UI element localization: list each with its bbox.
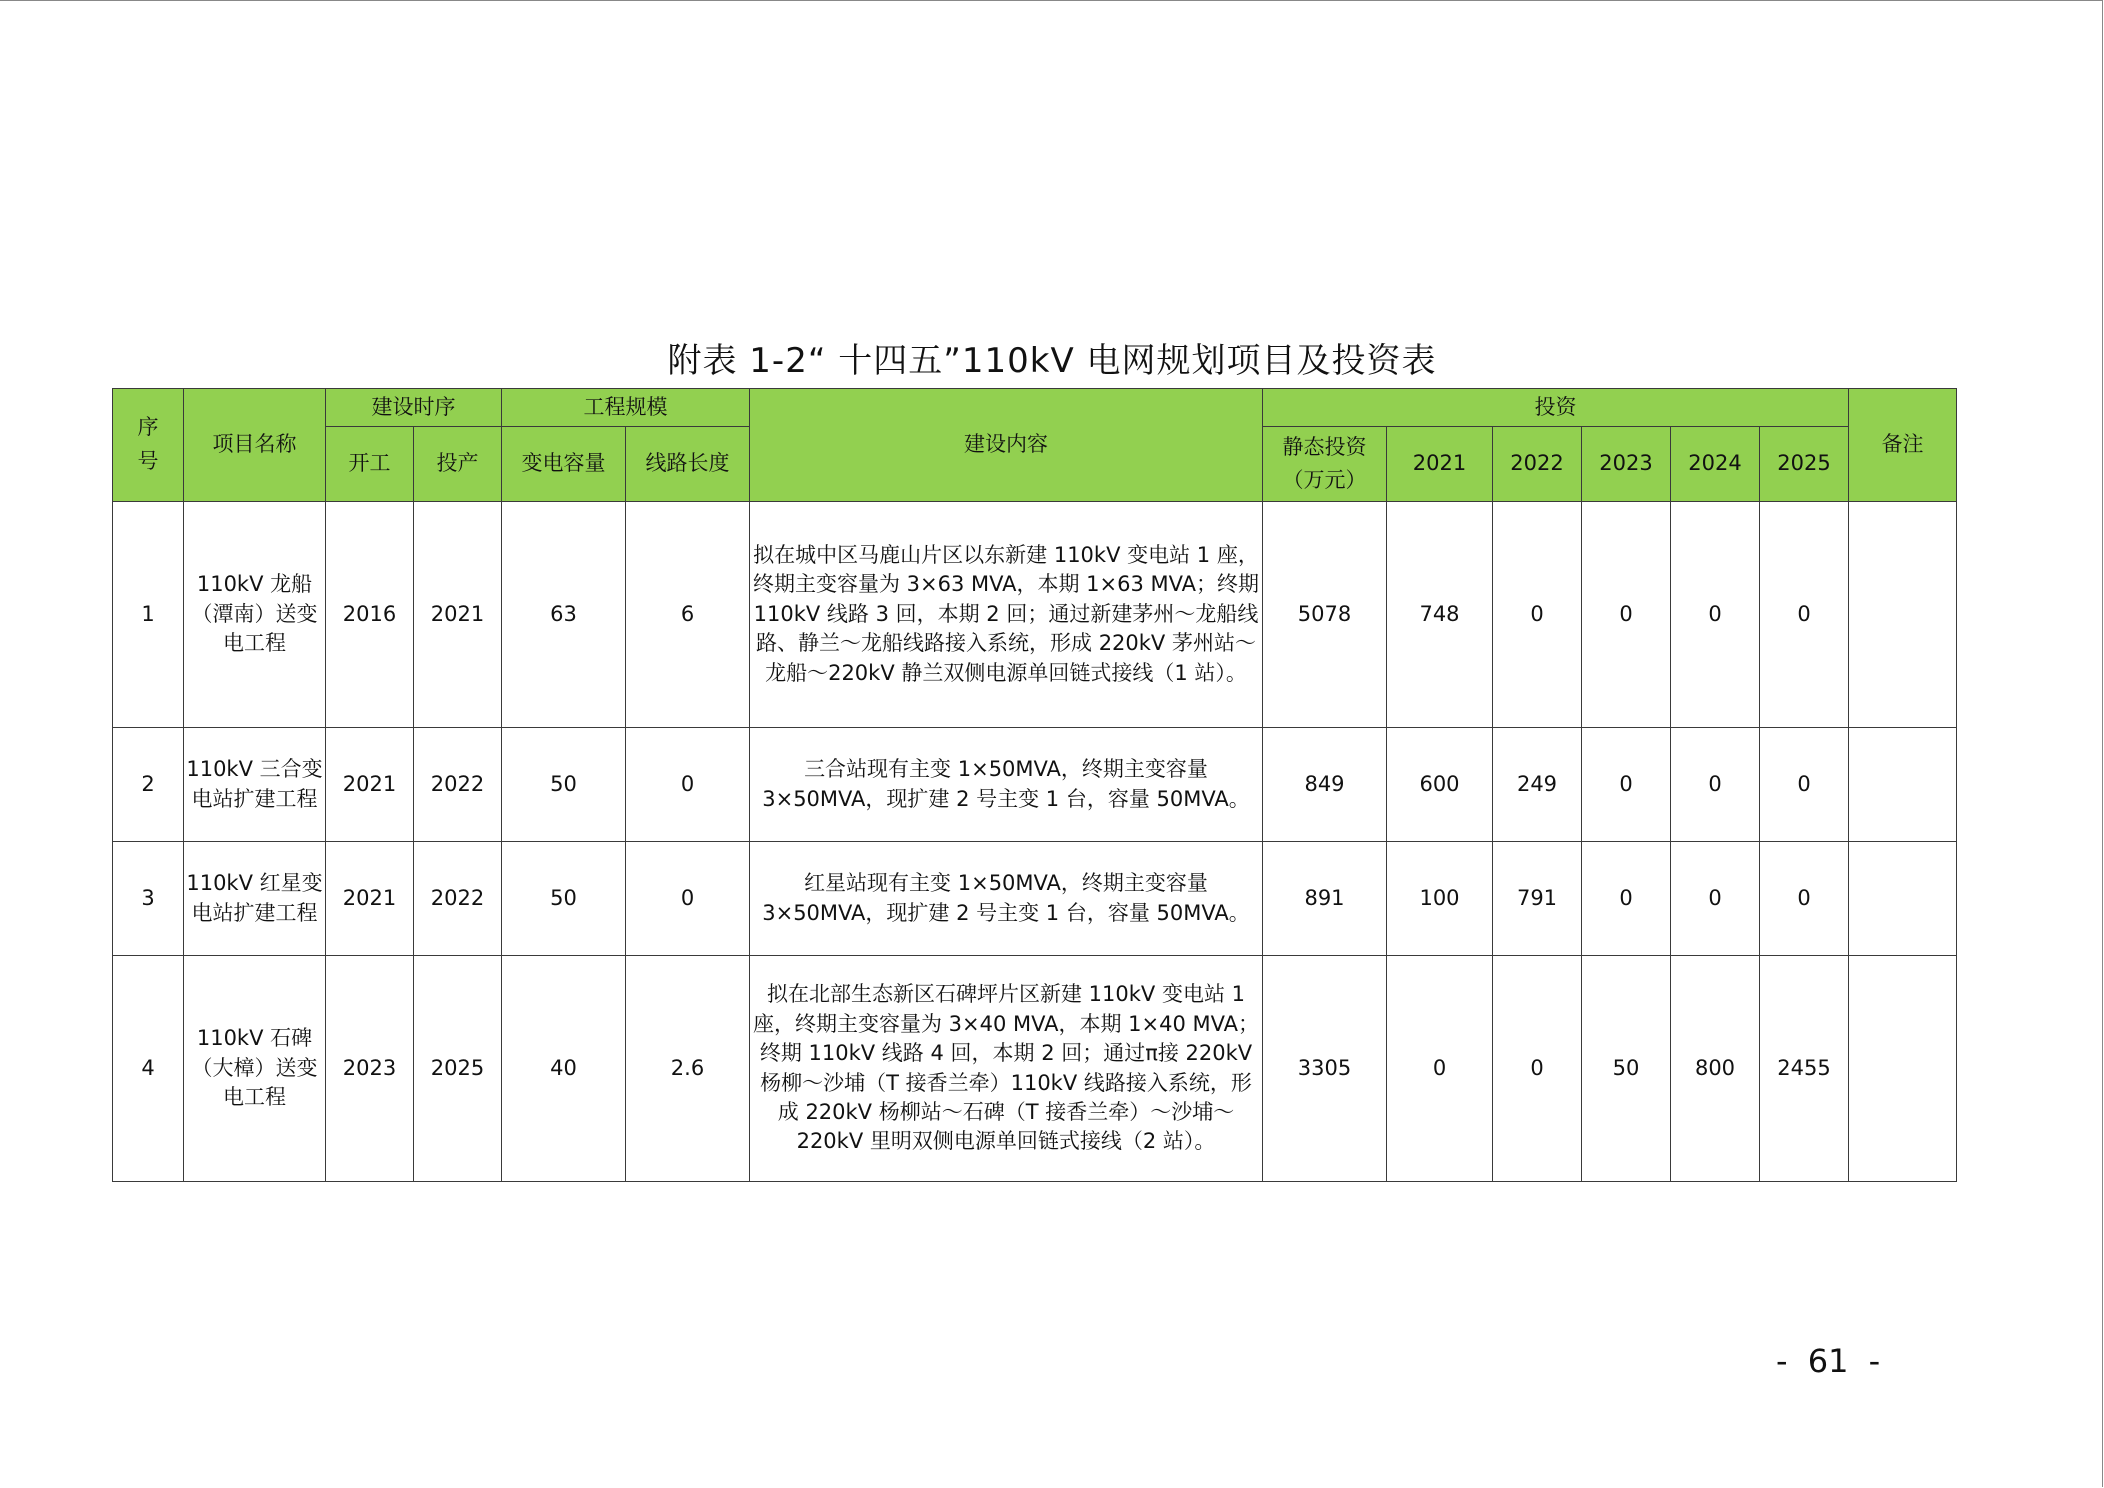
row-start: 2021 [326,728,414,842]
header-row-1 [113,389,1957,427]
row-2022: 249 [1493,728,1582,842]
header-2023: 2023 [1582,427,1671,502]
row-content: 拟在北部生态新区石碑坪片区新建 110kV 变电站 1 座，终期主变容量为 3×40 MVA，本期 1×40 MVA；终期 110kV 线路 4 回，本期 2 回；通过π接 220kV 杨柳～沙埔（T 接香兰牵）110kV 线路接入系统，形成 220kV 杨柳站～石碑（T 接香兰牵）～沙埔～220kV 里明双侧电源单回链式接线（2 站）。 [750,956,1263,1182]
row-2021: 600 [1387,728,1493,842]
header-content: 建设内容 [750,389,1263,502]
row-remark [1849,502,1957,728]
row-name: 110kV 红星变电站扩建工程 [184,842,326,956]
row-static: 849 [1263,728,1387,842]
row-2024: 0 [1671,842,1760,956]
row-2024: 0 [1671,502,1760,728]
row-2024: 0 [1671,728,1760,842]
table-row [113,842,1957,956]
header-capacity: 变电容量 [502,427,626,502]
row-2022: 791 [1493,842,1582,956]
table-body [113,502,1957,1182]
row-static: 5078 [1263,502,1387,728]
header-name: 项目名称 [184,389,326,502]
row-content: 红星站现有主变 1×50MVA，终期主变容量 3×50MVA，现扩建 2 号主变 1 台，容量 50MVA。 [750,842,1263,956]
row-seq: 1 [113,502,184,728]
row-seq: 4 [113,956,184,1182]
header-static [1263,427,1387,502]
row-line-length: 6 [626,502,750,728]
table-title: 附表 1-2“ 十四五”110kV 电网规划项目及投资表 [667,341,1437,381]
header-scale: 工程规模 [502,389,750,427]
header-2025: 2025 [1760,427,1849,502]
header-2022: 2022 [1493,427,1582,502]
page-number: - 61 - [1776,1342,1881,1380]
row-2023: 0 [1582,842,1671,956]
row-2021: 748 [1387,502,1493,728]
row-seq: 2 [113,728,184,842]
row-capacity: 50 [502,728,626,842]
row-operation: 2021 [414,502,502,728]
row-capacity: 50 [502,842,626,956]
row-name: 110kV 龙船（潭南）送变电工程 [184,502,326,728]
table-row [113,956,1957,1182]
row-capacity: 63 [502,502,626,728]
row-2023: 0 [1582,728,1671,842]
row-2021: 100 [1387,842,1493,956]
row-2025: 2455 [1760,956,1849,1182]
row-line-length: 0 [626,842,750,956]
header-remark: 备注 [1849,389,1957,502]
header-investment: 投资 [1263,389,1849,427]
row-start: 2023 [326,956,414,1182]
row-content: 三合站现有主变 1×50MVA，终期主变容量 3×50MVA，现扩建 2 号主变 1 台，容量 50MVA。 [750,728,1263,842]
row-remark [1849,956,1957,1182]
row-content: 拟在城中区马鹿山片区以东新建 110kV 变电站 1 座，终期主变容量为 3×63 MVA，本期 1×63 MVA；终期 110kV 线路 3 回，本期 2 回；通过新建茅州～龙船线路、静兰～龙船线路接入系统，形成 220kV 茅州站～龙船～220kV 静兰双侧电源单回链式接线（1 站）。 [750,502,1263,728]
header-start: 开工 [326,427,414,502]
row-capacity: 40 [502,956,626,1182]
row-line-length: 0 [626,728,750,842]
row-2023: 50 [1582,956,1671,1182]
row-operation: 2022 [414,842,502,956]
table-row [113,502,1957,728]
row-name: 110kV 三合变电站扩建工程 [184,728,326,842]
header-seq [113,389,184,502]
row-2025: 0 [1760,728,1849,842]
row-2025: 0 [1760,842,1849,956]
row-2024: 800 [1671,956,1760,1182]
row-2022: 0 [1493,956,1582,1182]
investment-table [112,388,1957,1182]
row-2025: 0 [1760,502,1849,728]
row-seq: 3 [113,842,184,956]
row-line-length: 2.6 [626,956,750,1182]
table-row [113,728,1957,842]
row-start: 2016 [326,502,414,728]
header-schedule: 建设时序 [326,389,502,427]
row-static: 891 [1263,842,1387,956]
row-2023: 0 [1582,502,1671,728]
row-start: 2021 [326,842,414,956]
row-remark [1849,728,1957,842]
row-operation: 2025 [414,956,502,1182]
row-2022: 0 [1493,502,1582,728]
row-name: 110kV 石碑（大樟）送变电工程 [184,956,326,1182]
header-2024: 2024 [1671,427,1760,502]
table-header [113,389,1957,502]
row-static: 3305 [1263,956,1387,1182]
header-2021: 2021 [1387,427,1493,502]
header-static-text: 静态投资（万元） [1282,435,1367,492]
row-operation: 2022 [414,728,502,842]
header-line-length: 线路长度 [626,427,750,502]
row-remark [1849,842,1957,956]
row-2021: 0 [1387,956,1493,1182]
header-seq-text: 序号 [137,415,159,473]
header-operation: 投产 [414,427,502,502]
